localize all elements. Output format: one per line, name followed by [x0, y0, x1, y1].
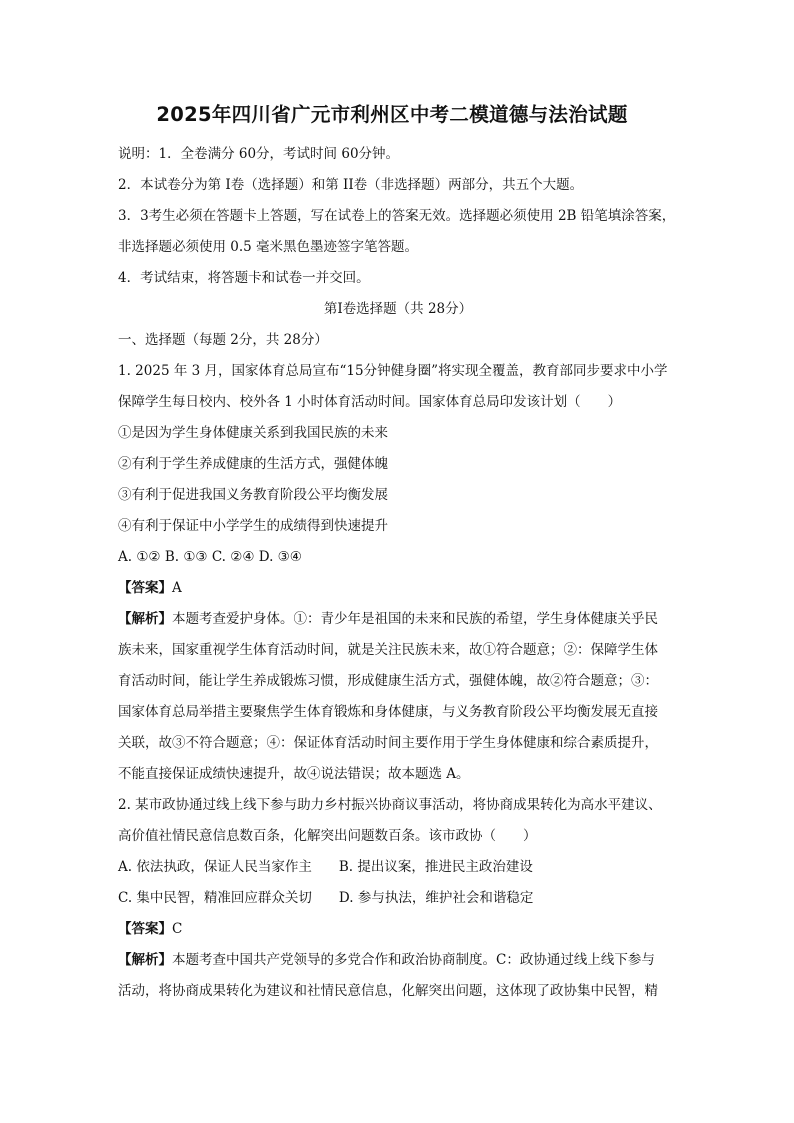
answer-label: 【答案】: [118, 580, 172, 596]
q1-statement-3: ③有利于促进我国义务教育阶段公平均衡发展: [118, 487, 388, 503]
q1-analysis-line-3: 育活动时间，能让学生养成锻炼习惯，形成健康生活方式，强健体魄，故②符合题意；③：: [118, 673, 658, 689]
q2-stem-line-2: 高价值社情民意信息数百条，化解突出问题数百条。该市政协（ ）: [118, 828, 537, 844]
q1-answer: [118, 573, 678, 604]
q1-analysis-line-1: [118, 604, 678, 635]
q1-analysis-line-6: 不能直接保证成绩快速提升，故④说法错误；故本题选 A。: [118, 766, 470, 782]
q1-statement-2: ②有利于学生养成健康的生活方式，强健体魄: [118, 456, 388, 472]
analysis-text: 本题考查中国共产党领导的多党合作和政治协商制度。C：政协通过线上线下参与: [172, 952, 655, 968]
analysis-text: 本题考查爱护身体。①：青少年是祖国的未来和民族的希望，学生身体健康关乎民: [172, 611, 658, 627]
answer-value: A: [172, 580, 182, 596]
section-title: 第Ⅰ卷选择题（共 28分）: [323, 301, 473, 317]
instruction-line-2: 2．本试卷分为第 I卷（选择题）和第 II卷（非选择题）两部分，共五个大题。: [118, 177, 584, 193]
part-heading: 一、选择题（每题 2分，共 28分）: [118, 332, 328, 348]
q1-analysis-line-4: 国家体育总局举措主要聚焦学生体育锻炼和身体健康，与义务教育阶段公平均衡发展无直接: [118, 704, 658, 720]
q1-options: A. ①② B. ①③ C. ②④ D. ③④: [118, 549, 302, 565]
answer-value: C: [172, 921, 183, 937]
instruction-line-5: 4．考试结束，将答题卡和试卷一并交回。: [118, 270, 370, 286]
exam-page: [118, 100, 678, 1007]
q2-options-line-1: A. 依法执政，保证人民当家作主 B. 提出议案，推进民主政治建设: [118, 859, 533, 875]
q1-stem-line-2: 保障学生每日校内、校外各 1 小时体育活动时间。国家体育总局印发该计划（ ）: [118, 394, 622, 410]
instruction-line-3: 3．3考生必须在答题卡上答题，写在试卷上的答案无效。选择题必须使用 2B 铅笔填涂答案，: [118, 208, 676, 224]
answer-label: 【答案】: [118, 921, 172, 937]
analysis-label: 【解析】: [118, 611, 172, 627]
instruction-line-4: 非选择题必须使用 0.5 毫米黑色墨迹签字笔答题。: [118, 239, 419, 255]
q1-statement-1: ①是因为学生身体健康关系到我国民族的未来: [118, 425, 388, 441]
q2-answer: [118, 914, 678, 945]
q2-analysis-line-1: [118, 945, 678, 976]
q1-analysis-line-2: 族未来，国家重视学生体育活动时间，就是关注民族未来，故①符合题意；②：保障学生体: [118, 642, 658, 658]
instruction-line-1: 说明：1．全卷满分 60分，考试时间 60分钟。: [118, 146, 400, 162]
q2-options-line-2: C. 集中民智，精准回应群众关切 D. 参与执法，维护社会和谐稳定: [118, 890, 534, 906]
q1-analysis-line-5: 关联，故③不符合题意；④：保证体育活动时间主要作用于学生身体健康和综合素质提升，: [118, 735, 658, 751]
page-title: 2025年四川省广元市利州区中考二模道德与法治试题: [156, 103, 628, 126]
q1-statement-4: ④有利于保证中小学学生的成绩得到快速提升: [118, 518, 388, 534]
analysis-label: 【解析】: [118, 952, 172, 968]
q2-stem-line-1: 2. 某市政协通过线上线下参与助力乡村振兴协商议事活动，将协商成果转化为高水平建议、: [118, 797, 662, 813]
q2-analysis-line-2: 活动，将协商成果转化为建议和社情民意信息，化解突出问题，这体现了政协集中民智，精: [118, 983, 658, 999]
q1-stem-line-1: 1. 2025 年 3 月，国家体育总局宣布“15分钟健身圈”将实现全覆盖，教育部同步要求中小学: [118, 363, 668, 379]
